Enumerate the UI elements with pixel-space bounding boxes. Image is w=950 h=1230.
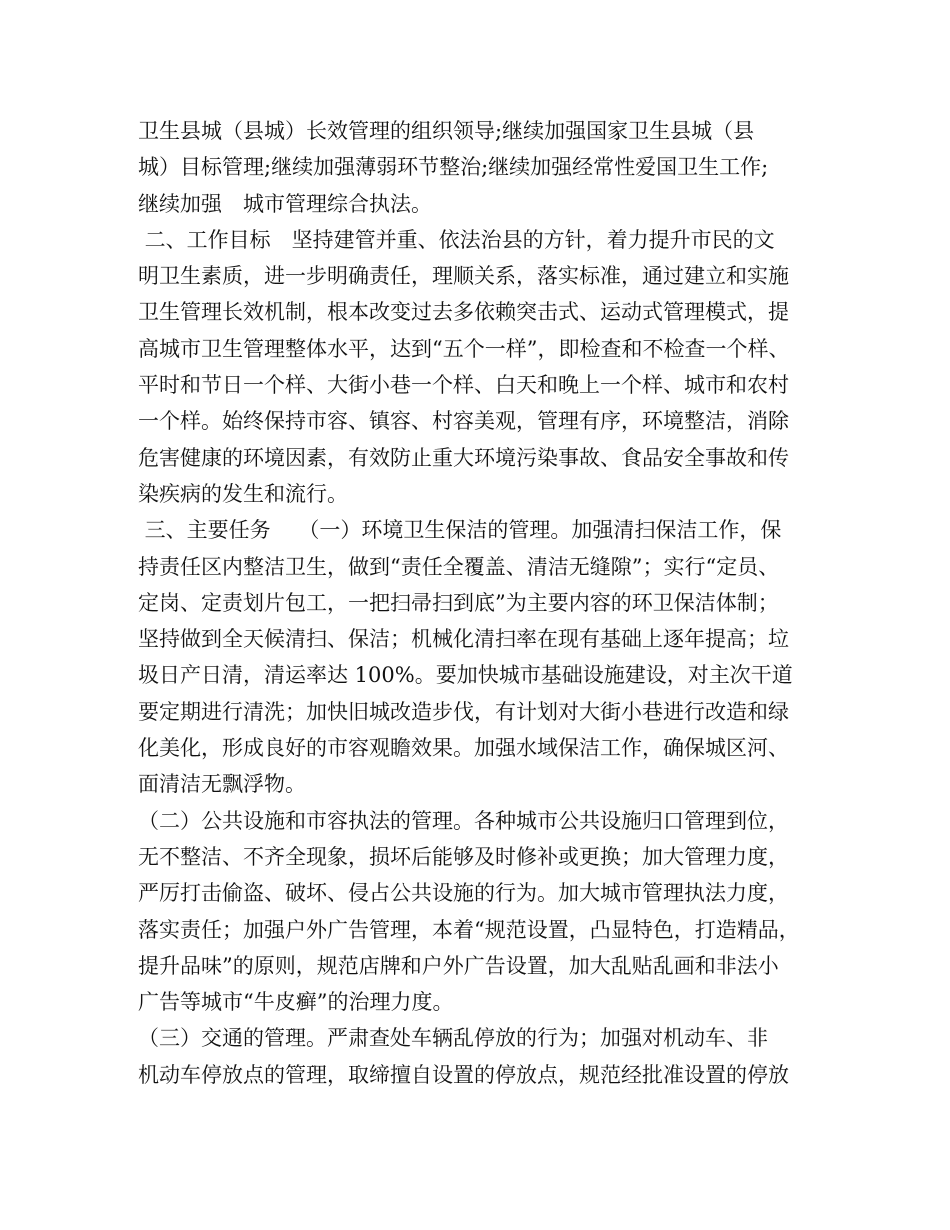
text-line: 落实责任；加强户外广告管理，本着“规范设置，凸显特色，打造精品， [138,917,800,942]
text-line: 危害健康的环境因素，有效防止重大环境污染事故、食品安全事故和传 [138,445,789,470]
text-line: 卫生管理长效机制，根本改变过去多依赖突击式、运动式管理模式，提 [138,300,789,325]
text-line: 城）目标管理;继续加强薄弱环节整治;继续加强经常性爱国卫生工作; [138,155,769,180]
text-line: 提升品味”的原则，规范店牌和户外广告设置，加大乱贴乱画和非法小 [138,953,779,978]
text-line: 无不整洁、不齐全现象，损坏后能够及时修补或更换；加大管理力度， [138,844,789,869]
text-line: 明卫生素质，进一步明确责任，理顺关系，落实标准，通过建立和实施 [138,264,789,289]
section-heading-line: 三、主要任务 （一）环境卫生保洁的管理。加强清扫保洁工作，保 [138,518,782,543]
text-line: 平时和节日一个样、大街小巷一个样、白天和晚上一个样、城市和农村 [138,373,789,398]
text-line: 持责任区内整洁卫生，做到“责任全覆盖、清洁无缝隙”；实行“定员、 [138,554,780,579]
text-line: 广告等城市“牛皮癣”的治理力度。 [138,990,454,1015]
text-line: 染疾病的发生和流行。 [138,481,348,506]
text-line: 严厉打击偷盗、破坏、侵占公共设施的行为。加大城市管理执法力度， [138,881,789,906]
text-line: 卫生县城（县城）长效管理的组织领导;继续加强国家卫生县城（县 [138,119,755,143]
text-line: 面清洁无飘浮物。 [138,772,306,797]
subsection-line: （二）公共设施和市容执法的管理。各种城市公共设施归口管理到位， [138,808,789,833]
text-line: 圾日产日清，清运率达 100%。要加快城市基础设施建设，对主次干道 [138,663,793,688]
text-line: 机动车停放点的管理，取缔擅自设置的停放点，规范经批准设置的停放 [138,1062,789,1087]
text-line: 一个样。始终保持市容、镇容、村容美观，管理有序，环境整洁，消除 [138,409,789,434]
subsection-line: （三）交通的管理。严肃查处车辆乱停放的行为；加强对机动车、非 [138,1026,768,1051]
text-line: 要定期进行清洗；加快旧城改造步伐，有计划对大街小巷进行改造和绿 [138,699,789,724]
text-line: 定岗、定责划片包工，一把扫帚扫到底”为主要内容的环卫保洁体制； [138,590,779,615]
document-body [138,113,828,1093]
text-line: 继续加强 城市管理综合执法。 [138,191,432,216]
text-line: 坚持做到全天候清扫、保洁；机械化清扫率在现有基础上逐年提高；垃 [138,627,789,652]
text-line: 高城市卫生管理整体水平，达到“五个一样”，即检查和不检查一个样、 [138,336,790,361]
text-line: 化美化，形成良好的市容观瞻效果。加强水域保洁工作，确保城区河、 [138,736,789,761]
section-heading-line: 二、工作目标 坚持建管并重、依法治县的方针，着力提升市民的文 [138,227,775,252]
